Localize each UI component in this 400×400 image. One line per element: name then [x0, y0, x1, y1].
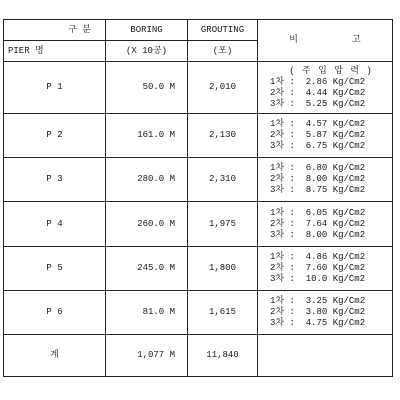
remarks-cell: [258, 202, 393, 246]
header-remarks-cell: [258, 20, 393, 62]
table-row: [4, 290, 393, 334]
table-row: [4, 246, 393, 290]
pressure-line-3: 3차 : 8.00 Kg/Cm2: [270, 229, 366, 240]
header-grouting-label: GROUTING: [200, 24, 245, 35]
remarks-cell: [258, 290, 393, 334]
header-boring-cell: [106, 20, 188, 41]
pressure-line-1: 1차 : 3.25 Kg/Cm2: [270, 295, 366, 306]
total-boring: 1,077 M: [106, 334, 188, 376]
pressure-line-2: 2차 : 5.87 Kg/Cm2: [270, 130, 366, 141]
pressure-line-3: 3차 : 6.75 Kg/Cm2: [270, 141, 366, 152]
boring-value: 50.0 M: [106, 62, 188, 114]
pressure-line-2: 2차 : 7.60 Kg/Cm2: [270, 262, 366, 273]
pier-name: P 1: [4, 62, 106, 114]
total-label: 계: [4, 334, 106, 376]
boring-value: 161.0 M: [106, 114, 188, 158]
remarks-cell: [258, 114, 393, 158]
table-row: [4, 158, 393, 202]
header-section-cell: [4, 20, 106, 41]
header-boring-unit: (X 10공): [125, 45, 168, 56]
header-remarks-label: 비 고: [289, 35, 361, 46]
header-boring-label: BORING: [130, 24, 163, 35]
remarks-cell: [258, 62, 393, 114]
pressure-line-1: 1차 : 6.80 Kg/Cm2: [270, 163, 366, 174]
pressure-line-2: 2차 : 3.80 Kg/Cm2: [270, 306, 366, 317]
pressure-line-1: 1차 : 2.86 Kg/Cm2: [270, 76, 366, 87]
grouting-value: 2,130: [188, 114, 258, 158]
grouting-value: 2,010: [188, 62, 258, 114]
remarks-cell: [258, 158, 393, 202]
pressure-line-3: 3차 : 5.25 Kg/Cm2: [270, 98, 366, 109]
pier-name: P 5: [4, 246, 106, 290]
pier-name: P 6: [4, 290, 106, 334]
table-row: [4, 114, 393, 158]
header-grouting-cell: [188, 20, 258, 41]
total-row: [4, 334, 393, 376]
pressure-line-2: 2차 : 4.44 Kg/Cm2: [270, 87, 366, 98]
grouting-value: 1,800: [188, 246, 258, 290]
boring-value: 245.0 M: [106, 246, 188, 290]
pier-name: P 3: [4, 158, 106, 202]
boring-value: 260.0 M: [106, 202, 188, 246]
header-grouting-unit-cell: [188, 41, 258, 62]
header-boring-unit-cell: [106, 41, 188, 62]
pressure-line-1: 1차 : 4.57 Kg/Cm2: [270, 119, 366, 130]
header-grouting-unit: (포): [212, 45, 233, 56]
pressure-line-3: 3차 : 10.0 Kg/Cm2: [270, 273, 366, 284]
pressure-line-3: 3차 : 8.75 Kg/Cm2: [270, 185, 366, 196]
pier-name: P 4: [4, 202, 106, 246]
grouting-table: [3, 19, 393, 377]
remarks-cell: [258, 246, 393, 290]
pressure-line-1: 1차 : 6.05 Kg/Cm2: [270, 207, 366, 218]
grouting-value: 2,310: [188, 158, 258, 202]
grouting-value: 1,975: [188, 202, 258, 246]
total-remarks-cell: [258, 334, 393, 376]
header-pier-cell: [4, 41, 106, 62]
table-row: [4, 62, 393, 114]
boring-value: 280.0 M: [106, 158, 188, 202]
header-section-label: 구 분: [68, 24, 91, 35]
grouting-value: 1,615: [188, 290, 258, 334]
boring-value: 81.0 M: [106, 290, 188, 334]
header-pier-label: PIER 명: [8, 45, 44, 56]
pressure-line-2: 2차 : 7.64 Kg/Cm2: [270, 218, 366, 229]
remarks-title: ( 주 입 압 력 ): [289, 65, 373, 76]
total-grouting: 11,840: [188, 334, 258, 376]
pressure-line-2: 2차 : 8.00 Kg/Cm2: [270, 174, 366, 185]
pressure-line-1: 1차 : 4.86 Kg/Cm2: [270, 251, 366, 262]
pressure-line-3: 3차 : 4.75 Kg/Cm2: [270, 317, 366, 328]
header-row-top: [4, 20, 393, 41]
table-row: [4, 202, 393, 246]
pier-name: P 2: [4, 114, 106, 158]
